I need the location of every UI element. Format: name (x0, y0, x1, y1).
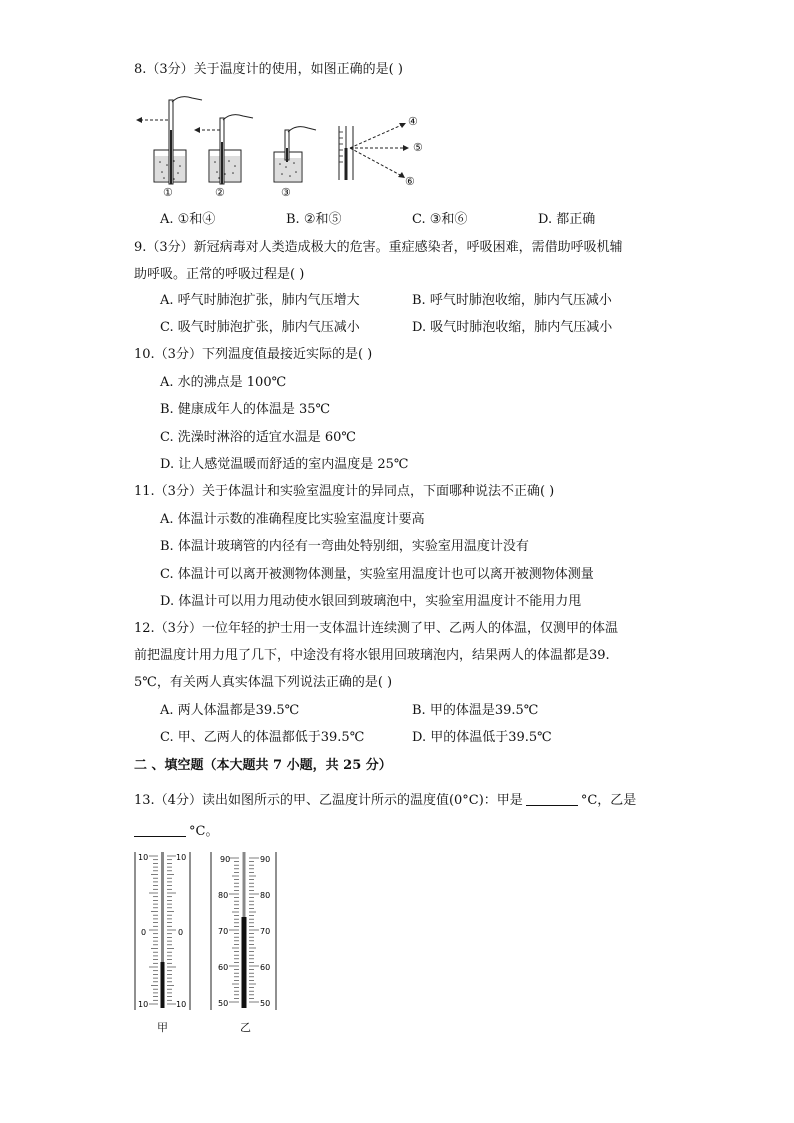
yi-tick-70-left: 70 (218, 927, 229, 936)
yi-tick-90-left: 90 (220, 855, 231, 864)
q11-option-c: C. 体温计可以离开被测物体测量，实验室用温度计也可以离开被测物体测量 (160, 567, 594, 582)
yi-tick-80-left: 80 (218, 891, 229, 900)
q9-option-b: B. 呼气时肺泡收缩，肺内气压减小 (412, 293, 612, 308)
q9-option-a: A. 呼气时肺泡扩张，肺内气压增大 (160, 293, 360, 308)
fig-label-2: ② (215, 186, 225, 199)
jia-tick-mid-right: 0 (178, 928, 184, 937)
q10-option-d: D. 让人感觉温暖而舒适的室内温度是 25℃ (160, 457, 409, 472)
thermometer-yi-figure (208, 850, 280, 1012)
q12-option-b: B. 甲的体温是39.5℃ (412, 703, 539, 718)
q9-stem-line1: 9.（3分）新冠病毒对人类造成极大的危害。重症感染者，呼吸困难，需借助呼吸机辅 (134, 240, 623, 255)
q12-option-c: C. 甲、乙两人的体温都低于39.5℃ (160, 730, 365, 745)
q10-option-a: A. 水的沸点是 100℃ (160, 375, 287, 390)
q13-unit-1: °C，乙是 (580, 793, 637, 808)
answer-blank-1[interactable] (526, 791, 578, 806)
jia-tick-mid-left: 0 (141, 928, 147, 937)
thermometer-jia-label: 甲 (157, 1021, 168, 1034)
yi-tick-90-right: 90 (260, 855, 271, 864)
beaker-2-icon (194, 115, 253, 184)
q12-stem-line2: 前把温度计用力甩了几下，中途没有将水银用回玻璃泡内，结果两人的体温都是39. (134, 648, 610, 663)
q8-option-c: C. ③和⑥ (412, 212, 468, 227)
q8-option-b: B. ②和⑤ (286, 212, 342, 227)
q13-stem-line2 (134, 822, 218, 841)
jia-tick-bottom-left: 10 (138, 1000, 149, 1009)
q8-option-d: D. 都正确 (538, 212, 596, 227)
q9-option-d: D. 吸气时肺泡收缩，肺内气压减小 (412, 320, 613, 335)
yi-tick-60-right: 60 (260, 963, 271, 972)
q10-stem: 10.（3分）下列温度值最接近实际的是( ) (134, 347, 373, 362)
q11-option-b: B. 体温计玻璃管的内径有一弯曲处特别细，实验室用温度计没有 (160, 539, 529, 554)
thermometer-jia-figure (132, 850, 194, 1012)
yi-tick-50-left: 50 (218, 999, 229, 1008)
q12-stem-line3: 5℃，有关两人真实体温下列说法正确的是( ) (134, 675, 393, 690)
reading-angle-figure (339, 123, 409, 180)
q13-stem-text: 13.（4分）读出如图所示的甲、乙温度计所示的温度值(0°C)⁠：甲是 (134, 793, 523, 808)
jia-tick-top-left: 10 (138, 853, 149, 862)
yi-tick-80-right: 80 (260, 891, 271, 900)
yi-tick-60-left: 60 (218, 963, 229, 972)
q10-option-b: B. 健康成年人的体温是 35℃ (160, 402, 331, 417)
q11-option-d: D. 体温计可以用力甩动使水银回到玻璃泡中，实验室用温度计不能用力甩 (160, 594, 582, 609)
q13-unit-2: °C。 (189, 824, 219, 839)
q13-stem-line1 (134, 791, 636, 810)
yi-tick-70-right: 70 (260, 927, 271, 936)
thermometer-yi-label: 乙 (240, 1021, 251, 1034)
q8-stem: 8.（3分）关于温度计的使用，如图正确的是( ) (134, 62, 403, 77)
fig-label-3: ③ (281, 186, 291, 199)
beaker-1-icon (136, 97, 202, 184)
q9-stem-line2: 助呼吸。正常的呼吸过程是( ) (134, 267, 305, 282)
q10-option-c: C. 洗澡时淋浴的适宜水温是 60℃ (160, 430, 356, 445)
jia-tick-top-right: 10 (176, 853, 187, 862)
q11-option-a: A. 体温计示数的准确程度比实验室温度计要高 (160, 512, 425, 527)
fig-label-4: ④ (408, 115, 418, 128)
beaker-3-icon (274, 127, 316, 182)
fig-label-1: ① (163, 186, 173, 199)
jia-tick-bottom-right: 10 (176, 1000, 187, 1009)
fig-label-6: ⑥ (405, 175, 415, 188)
q12-option-a: A. 两人体温都是39.5℃ (160, 703, 300, 718)
fig-label-5: ⑤ (413, 141, 423, 154)
yi-tick-50-right: 50 (260, 999, 271, 1008)
q12-option-d: D. 甲的体温低于39.5℃ (412, 730, 552, 745)
q9-option-c: C. 吸气时肺泡扩张，肺内气压减小 (160, 320, 360, 335)
q11-stem: 11.（3分）关于体温计和实验室温度计的异同点，下面哪种说法不正确( ) (134, 484, 555, 499)
answer-blank-2[interactable] (134, 822, 186, 837)
q12-stem-line1: 12.（3分）一位年轻的护士用一支体温计连续测了甲、乙两人的体温，仅测甲的体温 (134, 621, 618, 636)
q8-option-a: A. ①和④ (160, 212, 216, 227)
section-heading: 二 、填空题（本大题共 7 小题，共 25 分） (134, 758, 392, 773)
q8-thermometer-figure (134, 90, 434, 190)
